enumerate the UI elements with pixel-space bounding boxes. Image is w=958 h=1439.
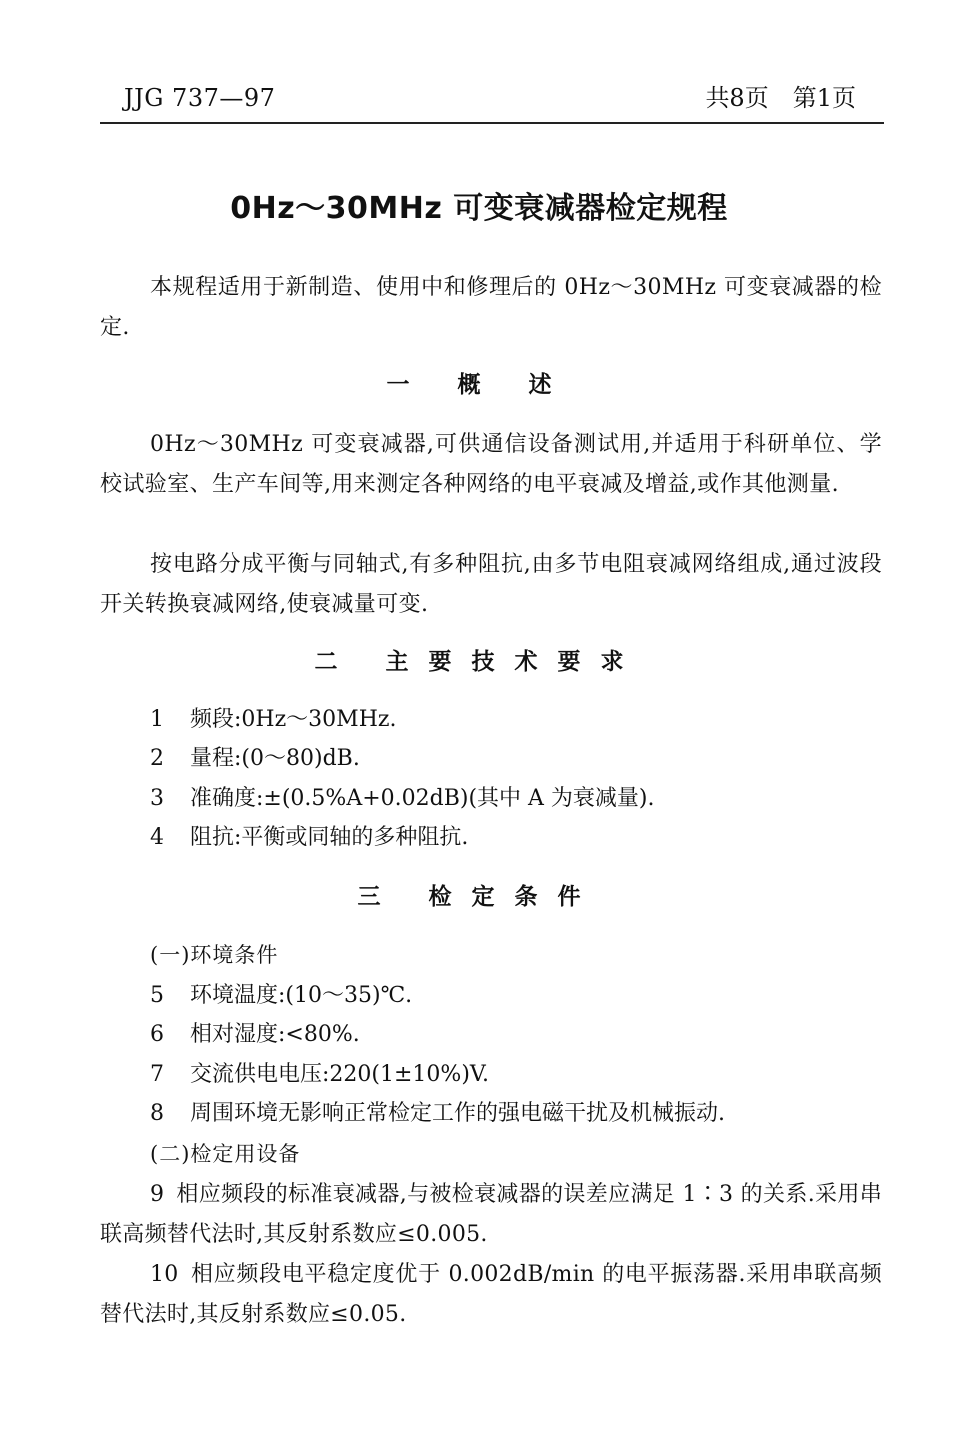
standard-code: JJG 737—97 [124, 84, 276, 112]
equipment-item [100, 1175, 882, 1255]
item-number: 5 [150, 983, 164, 1008]
equipment-item [100, 1255, 882, 1335]
header-rule [100, 122, 884, 124]
section-title-conditions: 三 检定条件 [357, 884, 601, 910]
item-text: 环境温度:(10～35)℃. [190, 983, 413, 1008]
condition-item [150, 1018, 880, 1052]
section-title-overview: 一 概 述 [386, 372, 572, 398]
intro-paragraph: 本规程适用于新制造、使用中和修理后的 0Hz～30MHz 可变衰减器的检定. [100, 275, 882, 340]
item-number: 7 [150, 1062, 164, 1087]
page-info [705, 82, 856, 114]
condition-item [150, 1097, 880, 1131]
overview-paragraph-1: 0Hz～30MHz 可变衰减器,可供通信设备测试用,并适用于科研单位、学校试验室、生产车间等,用来测定各种网络的电平衰减及增益,或作其他测量. [100, 432, 882, 497]
condition-item [150, 1058, 880, 1092]
subheading-environment: (一)环境条件 [150, 943, 279, 967]
requirement-item [150, 742, 880, 776]
item-number: 6 [150, 1022, 164, 1047]
document-title: 0Hz～30MHz 可变衰减器检定规程 [230, 191, 728, 226]
total-pages: 共8页 [705, 84, 769, 112]
item-number: 10 [150, 1262, 179, 1287]
item-number: 8 [150, 1101, 164, 1126]
item-text: 相应频段的标准衰减器,与被检衰减器的误差应满足 1∶3 的关系.采用串联高频替代法时,其反射系数应≤0.005. [100, 1182, 882, 1247]
item-number: 9 [150, 1182, 165, 1207]
item-text: 准确度:±(0.5%A+0.02dB)(其中 A 为衰减量). [190, 786, 655, 811]
item-text: 相应频段电平稳定度优于 0.002dB/min 的电平振荡器.采用串联高频替代法时,其反射系数应≤0.05. [100, 1262, 882, 1327]
condition-item [150, 979, 880, 1013]
requirement-item [150, 703, 880, 737]
section-title-requirements: 二 主要技术要求 [314, 649, 644, 675]
item-number: 1 [150, 707, 164, 732]
overview-paragraph-2: 按电路分成平衡与同轴式,有多种阻抗,由多节电阻衰减网络组成,通过波段开关转换衰减网络,使衰减量可变. [100, 552, 882, 617]
item-number: 2 [150, 746, 164, 771]
current-page: 第1页 [792, 84, 856, 112]
subheading-equipment: (二)检定用设备 [150, 1142, 301, 1166]
item-number: 4 [150, 825, 164, 850]
item-text: 相对湿度:<80%. [190, 1022, 360, 1047]
page-header [100, 82, 882, 122]
item-text: 周围环境无影响正常检定工作的强电磁干扰及机械振动. [190, 1101, 725, 1126]
requirement-item [150, 782, 880, 816]
item-number: 3 [150, 786, 164, 811]
item-text: 频段:0Hz～30MHz. [190, 707, 397, 732]
item-text: 阻抗:平衡或同轴的多种阻抗. [190, 825, 469, 850]
requirement-item [150, 821, 880, 855]
item-text: 交流供电电压:220(1±10%)V. [190, 1062, 489, 1087]
item-text: 量程:(0～80)dB. [190, 746, 360, 771]
